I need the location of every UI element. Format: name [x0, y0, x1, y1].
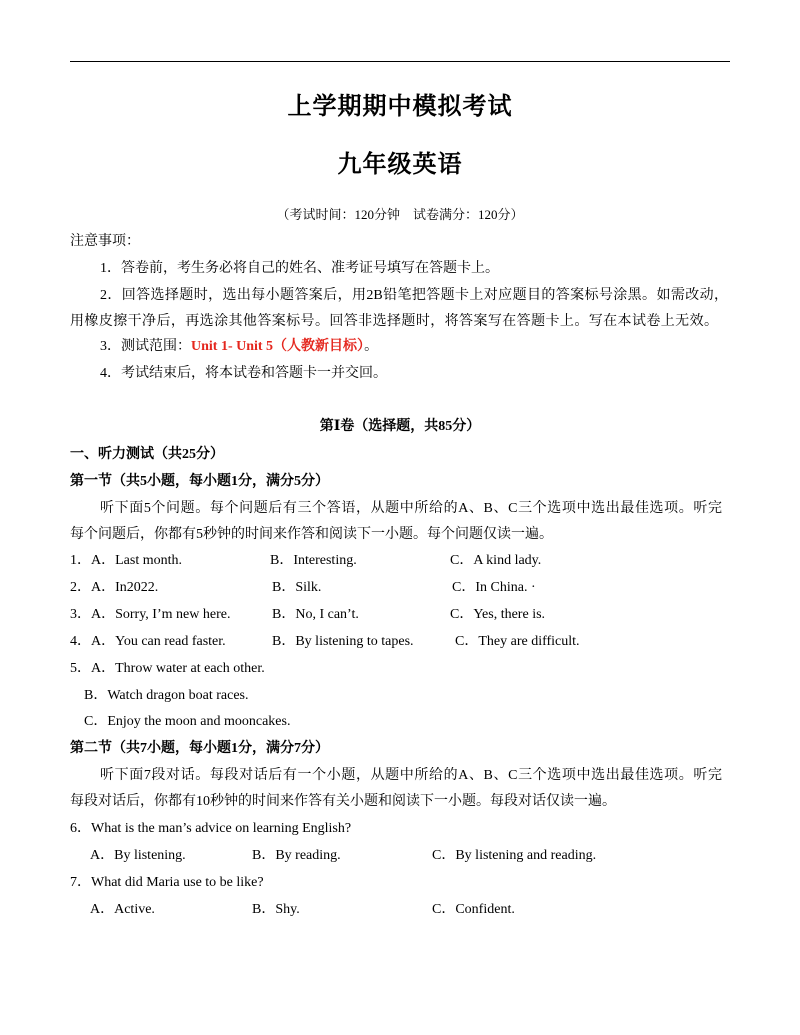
notes-heading: 注意事项： — [70, 234, 140, 249]
question-number: 4． — [70, 634, 91, 649]
option-b: B．Silk. — [272, 580, 322, 595]
question-number: 2． — [70, 580, 91, 595]
option-a: A．Sorry, I’m new here. — [91, 607, 231, 622]
exam-title: 上学期期中模拟考试 — [287, 94, 513, 120]
option-a: A．In2022. — [91, 580, 159, 595]
option-c: C．A kind lady. — [450, 553, 542, 568]
option-c: C．Enjoy the moon and mooncakes. — [84, 714, 291, 729]
header-rule — [70, 61, 730, 62]
option-c: C．Confident. — [432, 902, 515, 917]
question-number: 5． — [70, 661, 91, 676]
subsection-2-instruction-line-2: 每段对话后，你都有10秒钟的时间来作答有关小题和阅读下一小题。每段对话仅读一遍。 — [70, 794, 616, 809]
option-c: C．Yes, there is. — [450, 607, 546, 622]
option-b: B．By reading. — [252, 848, 341, 863]
exam-info: （考试时间：120分钟 试卷满分：120分） — [276, 207, 524, 222]
option-b: B．By listening to tapes. — [272, 634, 414, 649]
option-c: C．In China. · — [452, 580, 536, 595]
subsection-2-heading: 第二节（共7小题，每小题1分，满分7分） — [70, 741, 329, 756]
question-stem: 7．What did Maria use to be like? — [70, 875, 264, 890]
subsection-1-heading: 第一节（共5小题，每小题1分，满分5分） — [70, 474, 329, 489]
option-a: A．Throw water at each other. — [91, 661, 265, 676]
option-c: C．By listening and reading. — [432, 848, 597, 863]
subsection-1-instruction-line-1: 听下面5个问题。每个问题后有三个答语，从题中所给的A、B、C三个选项中选出最佳选项。听完 — [100, 501, 722, 516]
subsection-1-instruction-line-2: 每个问题后，你都有5秒钟的时间来作答和阅读下一小题。每个问题仅读一遍。 — [70, 527, 553, 542]
note-item-3 — [100, 338, 378, 356]
option-a: A．Last month. — [91, 553, 182, 568]
note-item-2-line-2: 用橡皮擦干净后，再选涂其他答案标号。回答非选择题时，将答案写在答题卡上。写在本试卷上无效。 — [70, 314, 718, 329]
option-b: B．Shy. — [252, 902, 300, 917]
note-item-3-prefix: 3．测试范围： — [100, 339, 191, 354]
note-item-4: 4．考试结束后，将本试卷和答题卡一并交回。 — [100, 366, 387, 381]
option-b: B．Watch dragon boat races. — [84, 688, 249, 703]
note-item-1: 1．答卷前，考生务必将自己的姓名、准考证号填写在答题卡上。 — [100, 261, 499, 276]
option-a: A．You can read faster. — [91, 634, 226, 649]
option-a: A．Active. — [90, 902, 155, 917]
exam-subject: 九年级英语 — [337, 152, 463, 178]
section-heading: 一、听力测试（共25分） — [70, 447, 224, 462]
option-a: A．By listening. — [90, 848, 186, 863]
test-scope: Unit 1- Unit 5（人教新目标） — [191, 339, 365, 354]
note-item-3-suffix: 。 — [364, 339, 379, 354]
question-number: 3． — [70, 607, 91, 622]
option-c: C．They are difficult. — [455, 634, 580, 649]
question-stem: 6．What is the man’s advice on learning English? — [70, 821, 352, 836]
option-b: B．No, I can’t. — [272, 607, 359, 622]
option-b: B．Interesting. — [270, 553, 357, 568]
subsection-2-instruction-line-1: 听下面7段对话。每段对话后有一个小题，从题中所给的A、B、C三个选项中选出最佳选项。听完 — [100, 768, 722, 783]
question-number: 1． — [70, 553, 91, 568]
note-item-2-line-1: 2．回答选择题时，选出每小题答案后，用2B铅笔把答题卡上对应题目的答案标号涂黑。如需改动， — [100, 288, 728, 303]
part-heading: 第Ⅰ卷（选择题，共85分） — [319, 419, 481, 434]
